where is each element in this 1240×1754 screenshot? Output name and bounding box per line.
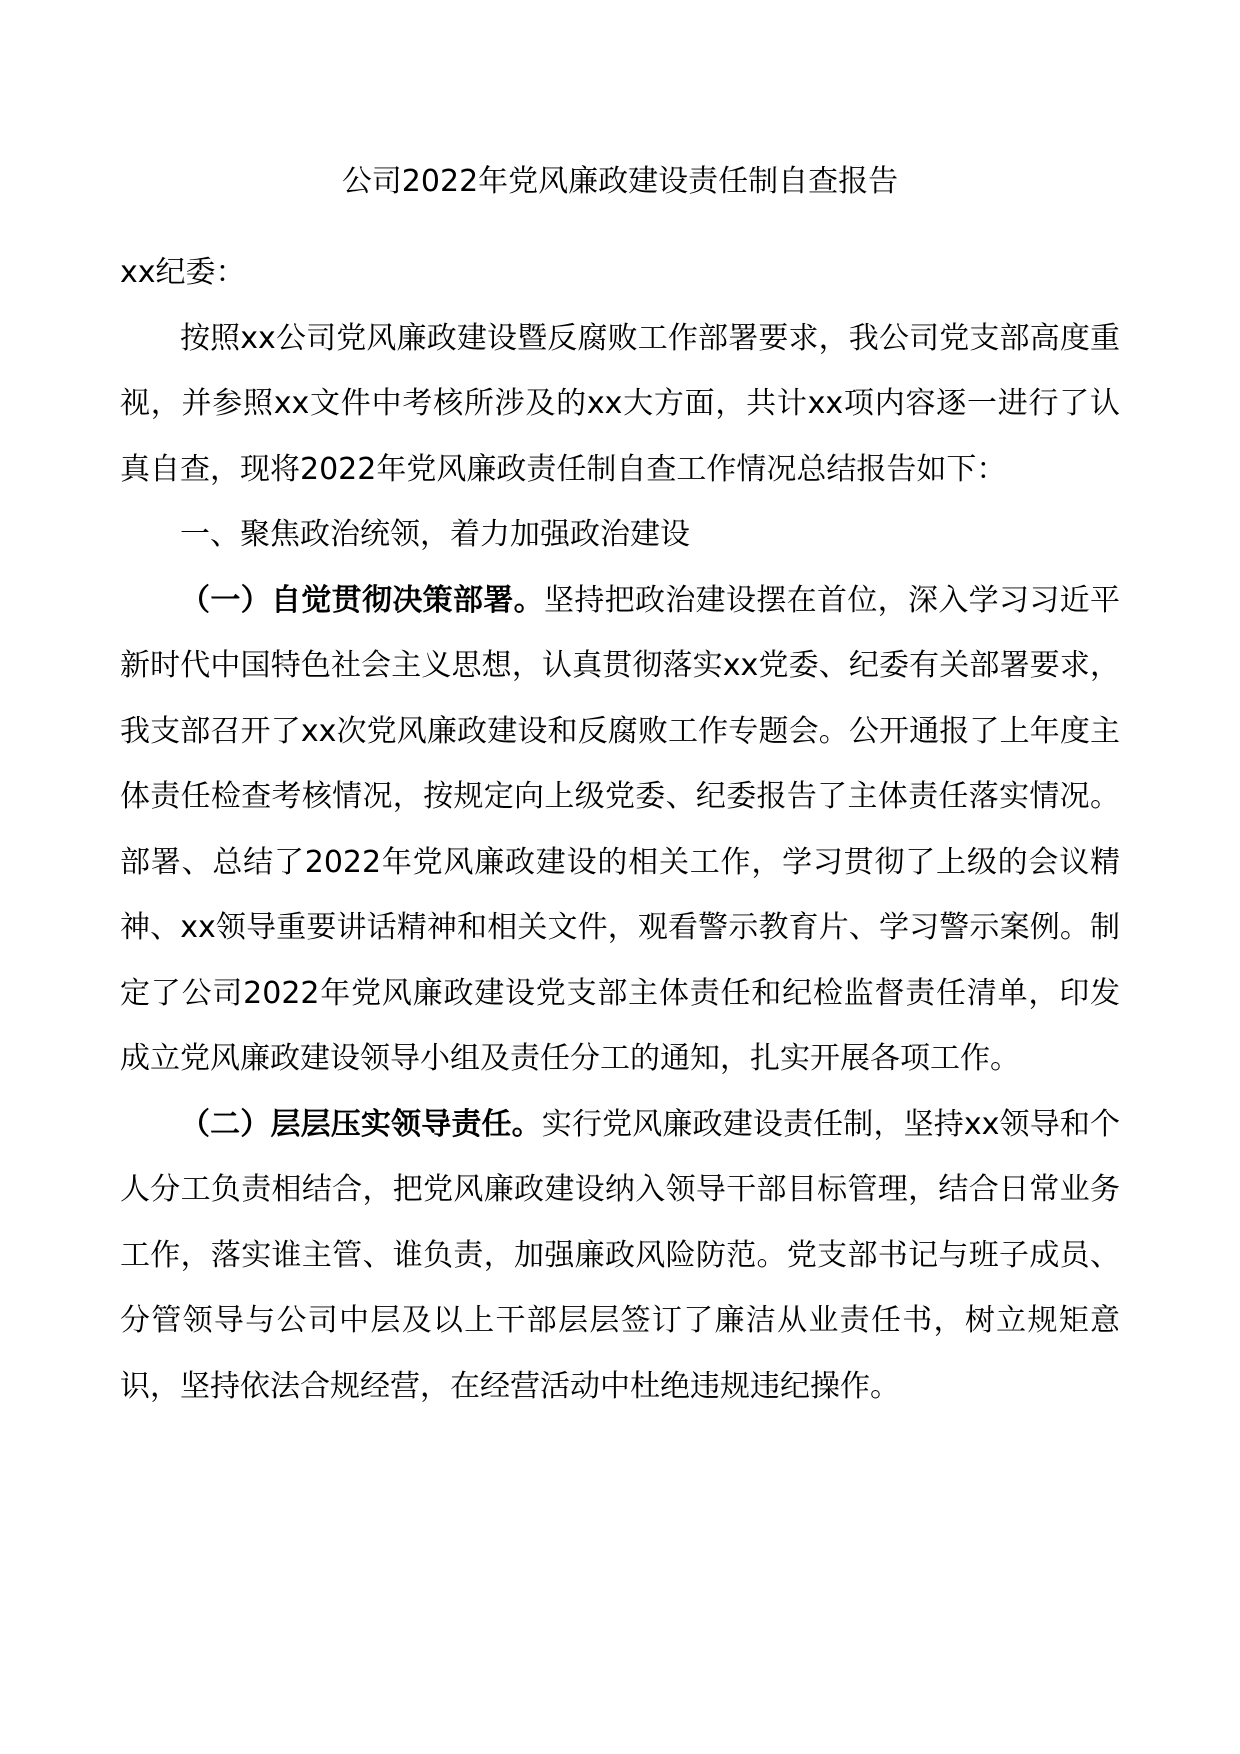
section-heading-1: 一、聚焦政治统领，着力加强政治建设 <box>180 517 690 552</box>
salutation: xx纪委： <box>120 255 246 290</box>
subsection-heading-2: （二）层层压实领导责任。 <box>180 1106 542 1142</box>
document-title: 公司2022年党风廉政建设责任制自查报告 <box>341 164 899 199</box>
subsection-paragraph-1 <box>120 568 1120 1092</box>
intro-paragraph: 按照xx公司党风廉政建设暨反腐败工作部署要求，我公司党支部高度重视，并参照xx文件中考核所涉及的xx大方面，共计xx项内容逐一进行了认真自查，现将2022年党风廉政责任制自查工作情况总结报告如下： <box>120 320 1120 487</box>
subsection-heading-1: （一）自觉贯彻决策部署。 <box>180 582 544 618</box>
subsection-paragraph-2 <box>120 1092 1120 1420</box>
subsection-text-2: 实行党风廉政建设责任制，坚持xx领导和个人分工负责相结合，把党风廉政建设纳入领导干部目标管理，结合日常业务工作，落实谁主管、谁负责，加强廉政风险防范。党支部书记与班子成员、分管领导与公司中层及以上干部层层签订了廉洁从业责任书，树立规矩意识，坚持依法合规经营，在经营活动中杜绝违规违纪操作。 <box>120 1106 1120 1404</box>
subsection-text-1: 坚持把政治建设摆在首位，深入学习习近平新时代中国特色社会主义思想，认真贯彻落实xx党委、纪委有关部署要求，我支部召开了xx次党风廉政建设和反腐败工作专题会。公开通报了上年度主体责任检查考核情况，按规定向上级党委、纪委报告了主体责任落实情况。部署、总结了2022年党风廉政建设的相关工作，学习贯彻了上级的会议精神、xx领导重要讲话精神和相关文件，观看警示教育片、学习警示案例。制定了公司2022年党风廉政建设党支部主体责任和纪检监督责任清单，印发成立党风廉政建设领导小组及责任分工的通知，扎实开展各项工作。 <box>120 582 1120 1076</box>
document-body <box>120 240 1120 1419</box>
